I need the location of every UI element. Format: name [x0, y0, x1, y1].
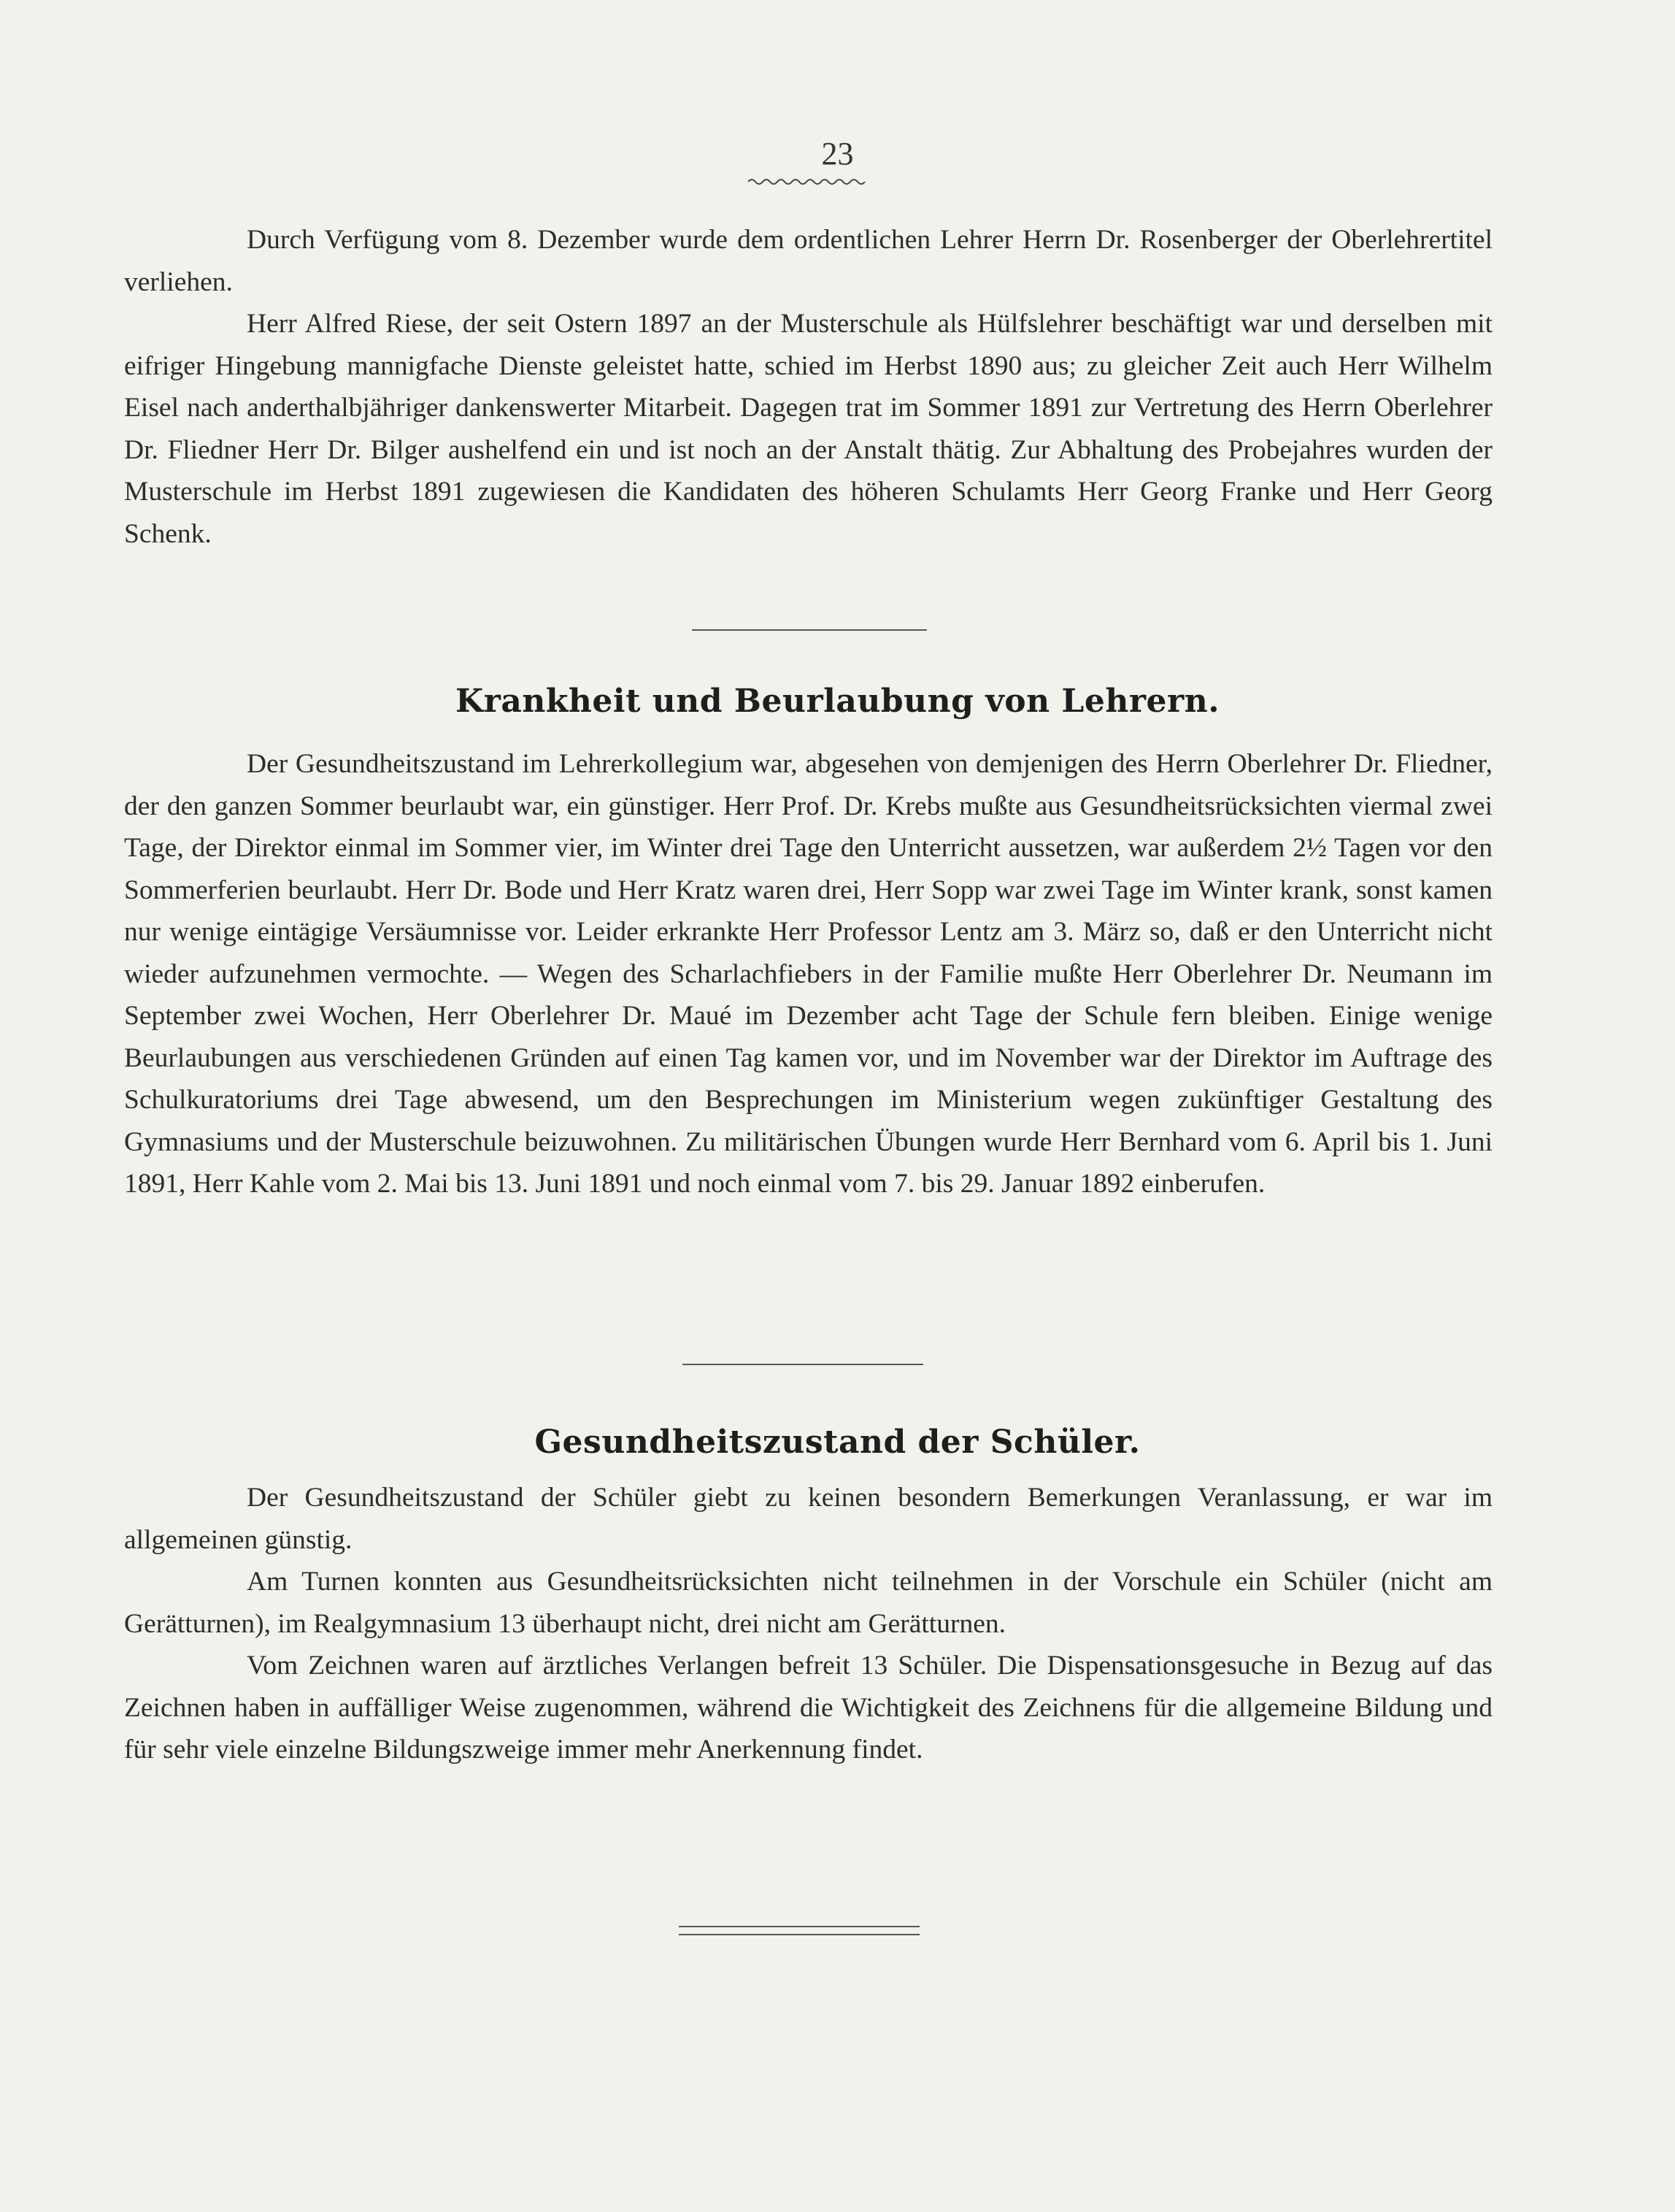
paragraph: Durch Verfügung vom 8. Dezember wurde dem ordentlichen Lehrer Herrn Dr. Rosenberger der Oberlehrertitel verliehen. — [124, 225, 1493, 297]
paragraph: Der Gesundheitszustand der Schüler giebt zu keinen besondern Bemerkungen Veranlassung, er war im allgemeinen günstig. — [124, 1483, 1493, 1555]
section-divider — [682, 1364, 923, 1365]
section-divider — [692, 629, 927, 631]
paragraph: Herr Alfred Riese, der seit Ostern 1897 an der Musterschule als Hülfslehrer beschäftigt war und derselben mit eifriger Hingebung mannigfache Dienste geleistet hatte, schied im Herbst 1890 aus; zu gleicher Zeit auch Herr Wilhelm Eisel nach anderthalbjähriger dankenswerter Mitarbeit. Dagegen trat im Sommer 1891 zur Vertretung des Herrn Oberlehrer Dr. Fliedner Herr Dr. Bilger aushelfend ein und ist noch an der Anstalt thätig. Zur Abhaltung des Probejahres wurden der Musterschule im Herbst 1891 zugewiesen die Kandidaten des höheren Schulamts Herr Georg Franke und Herr Georg Schenk. — [124, 309, 1493, 549]
section-heading-schueler: Gesundheitszustand der Schüler. — [534, 1424, 1141, 1461]
paragraph: Vom Zeichnen waren auf ärztliches Verlangen befreit 13 Schüler. Die Dispensationsgesuche in Bezug auf das Zeichnen haben in auffälliger Weise zugenommen, während die Wichtigkeit des Zeichnens für die allgemeine Bildung und für sehr viele einzelne Bildungszweige immer mehr Anerkennung findet. — [124, 1651, 1493, 1764]
page-number: 23 — [821, 136, 854, 172]
page-number-underline — [748, 177, 869, 186]
paragraph: Am Turnen konnten aus Gesundheitsrücksichten nicht teilnehmen in der Vorschule ein Schüler (nicht am Gerätturnen), im Realgymnasium 13 überhaupt nicht, drei nicht am Gerätturnen. — [124, 1567, 1493, 1639]
schueler-section — [124, 1477, 1493, 1771]
krankheit-section — [124, 743, 1493, 1205]
section-heading-krankheit: Krankheit und Beurlaubung von Lehrern. — [455, 683, 1220, 720]
end-double-rule — [679, 1926, 920, 1935]
intro-section — [124, 219, 1493, 555]
paragraph: Der Gesundheitszustand im Lehrerkollegium war, abgesehen von demjenigen des Herrn Oberlehrer Dr. Fliedner, der den ganzen Sommer beurlaubt war, ein günstiger. Herr Prof. Dr. Krebs mußte aus Gesundheitsrücksichten viermal zwei Tage, der Direktor einmal im Sommer vier, im Winter drei Tage den Unterricht aussetzen, war außerdem 2½ Tagen vor den Sommerferien beurlaubt. Herr Dr. Bode und Herr Kratz waren drei, Herr Sopp war zwei Tage im Winter krank, sonst kamen nur wenige eintägige Versäumnisse vor. Leider erkrankte Herr Professor Lentz am 3. März so, daß er den Unterricht nicht wieder aufzunehmen vermochte. — Wegen des Scharlachfiebers in der Familie mußte Herr Oberlehrer Dr. Neumann im September zwei Wochen, Herr Oberlehrer Dr. Maué im Dezember acht Tage der Schule fern bleiben. Einige wenige Beurlaubungen aus verschiedenen Gründen auf einen Tag kamen vor, und im November war der Direktor im Auftrage des Schulkuratoriums drei Tage abwesend, um den Besprechungen im Ministerium wegen zukünftiger Gestaltung des Gymnasiums und der Musterschule beizuwohnen. Zu militärischen Übungen wurde Herr Bernhard vom 6. April bis 1. Juni 1891, Herr Kahle vom 2. Mai bis 13. Juni 1891 und noch einmal vom 7. bis 29. Januar 1892 einberufen. — [124, 749, 1493, 1199]
